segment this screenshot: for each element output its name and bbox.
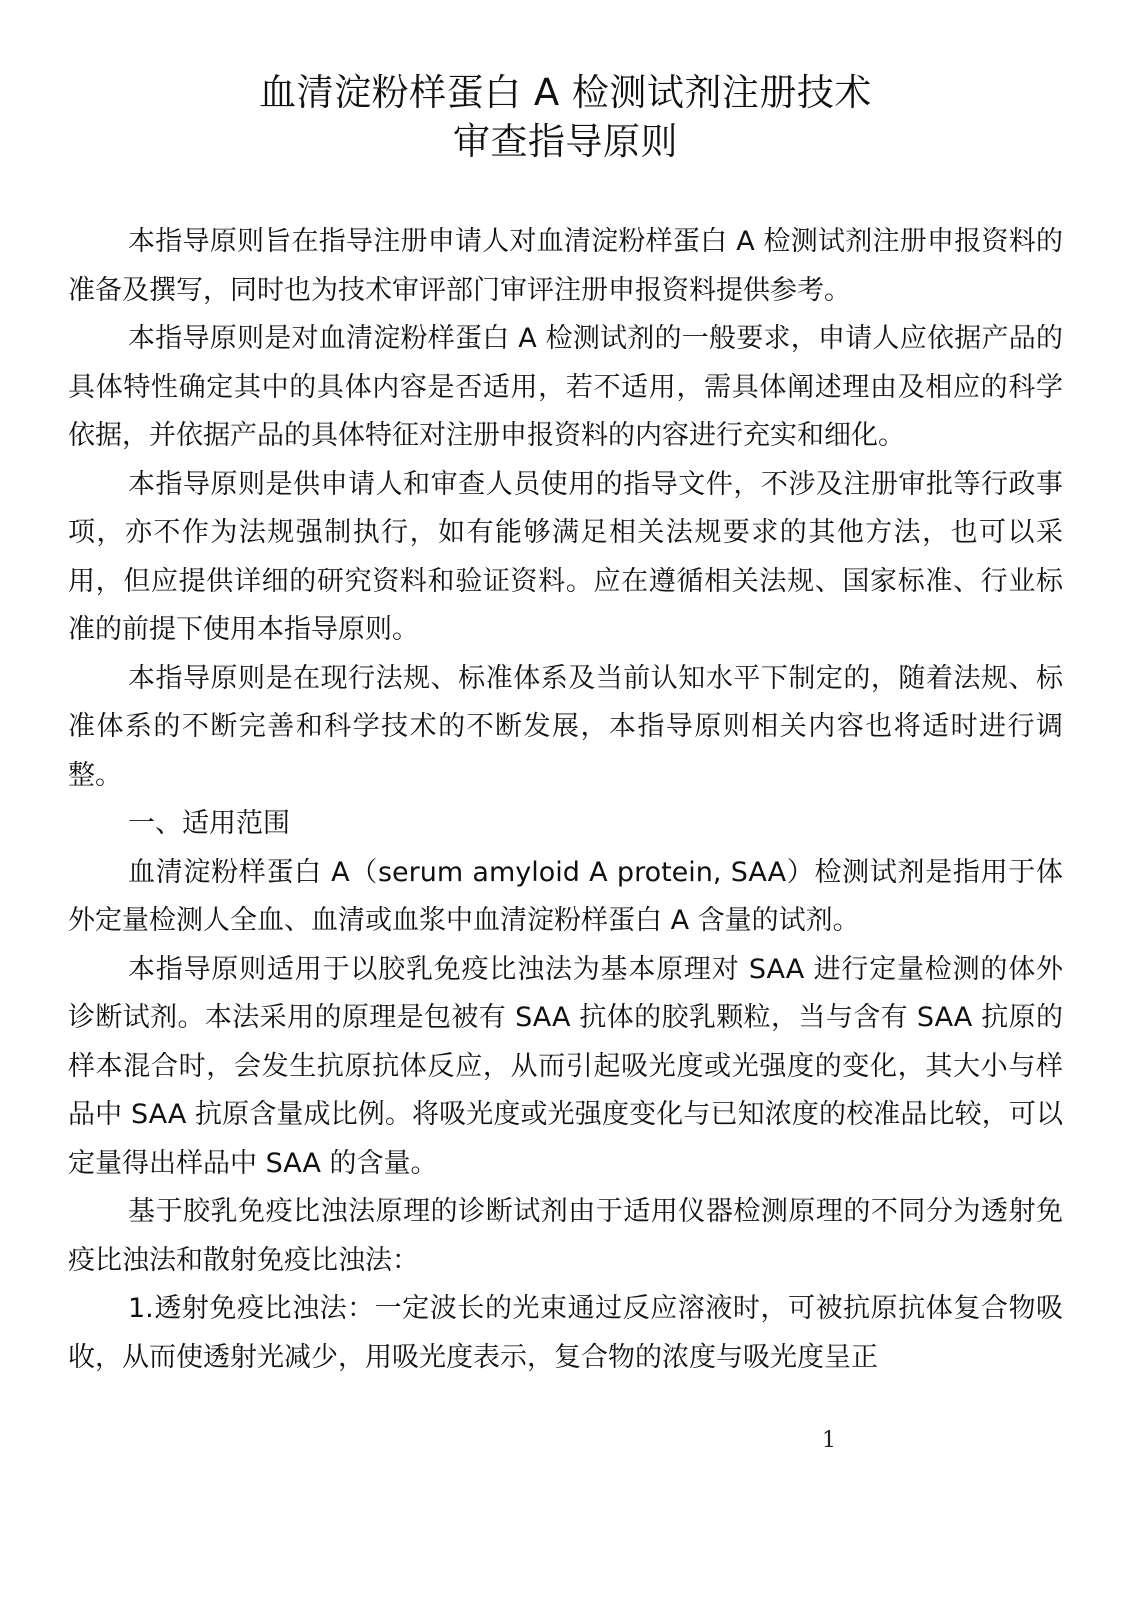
title-line-2: 审查指导原则	[453, 120, 678, 163]
paragraph-saa-definition: 血清淀粉样蛋白 A（serum amyloid A protein, SAA）检测试剂是指用于体外定量检测人全血、血清或血浆中血清淀粉样蛋白 A 含量的试剂。	[68, 856, 1063, 936]
paragraph-adjustment: 本指导原则是在现行法规、标准体系及当前认知水平下制定的，随着法规、标准体系的不断完善和科学技术的不断发展，本指导原则相关内容也将适时进行调整。	[68, 662, 1063, 791]
title-line-1: 血清淀粉样蛋白 A 检测试剂注册技术	[259, 71, 872, 114]
paragraph-method-types: 基于胶乳免疫比浊法原理的诊断试剂由于适用仪器检测原理的不同分为透射免疫比浊法和散射免疫比浊法：	[68, 1196, 1063, 1276]
paragraph-transmission-method: 1.透射免疫比浊法：一定波长的光束通过反应溶液时，可被抗原抗体复合物吸收，从而使透射光减少，用吸光度表示，复合物的浓度与吸光度呈正	[68, 1293, 1063, 1373]
paragraph-general-requirements: 本指导原则是对血清淀粉样蛋白 A 检测试剂的一般要求，申请人应依据产品的具体特性确定其中的具体内容是否适用，若不适用，需具体阐述理由及相应的科学依据，并依据产品的具体特征对注册申报资料的内容进行充实和细化。	[68, 323, 1063, 451]
paragraph-purpose: 本指导原则旨在指导注册申请人对血清淀粉样蛋白 A 检测试剂注册申报资料的准备及撰写，同时也为技术审评部门审评注册申报资料提供参考。	[68, 226, 1063, 306]
paragraph-guidance-nature: 本指导原则是供申请人和审查人员使用的指导文件，不涉及注册审批等行政事项，亦不作为法规强制执行，如有能够满足相关法规要求的其他方法，也可以采用，但应提供详细的研究资料和验证资料。应在遵循相关法规、国家标准、行业标准的前提下使用本指导原则。	[68, 468, 1063, 645]
document-title	[0, 68, 1131, 166]
section-heading-scope: 一、适用范围	[128, 808, 290, 839]
paragraph-principle: 本指导原则适用于以胶乳免疫比浊法为基本原理对 SAA 进行定量检测的体外诊断试剂。本法采用的原理是包被有 SAA 抗体的胶乳颗粒，当与含有 SAA 抗原的样本混合时，会发生抗原抗体反应，从而引起吸光度或光强度的变化，其大小与样品中 SAA 抗原含量成比例。将吸光度或光强度变化与已知浓度的校准品比较，可以定量得出样品中 SAA 的含量。	[68, 953, 1063, 1179]
page-number: 1	[822, 1428, 836, 1453]
document-body	[68, 218, 1063, 1382]
